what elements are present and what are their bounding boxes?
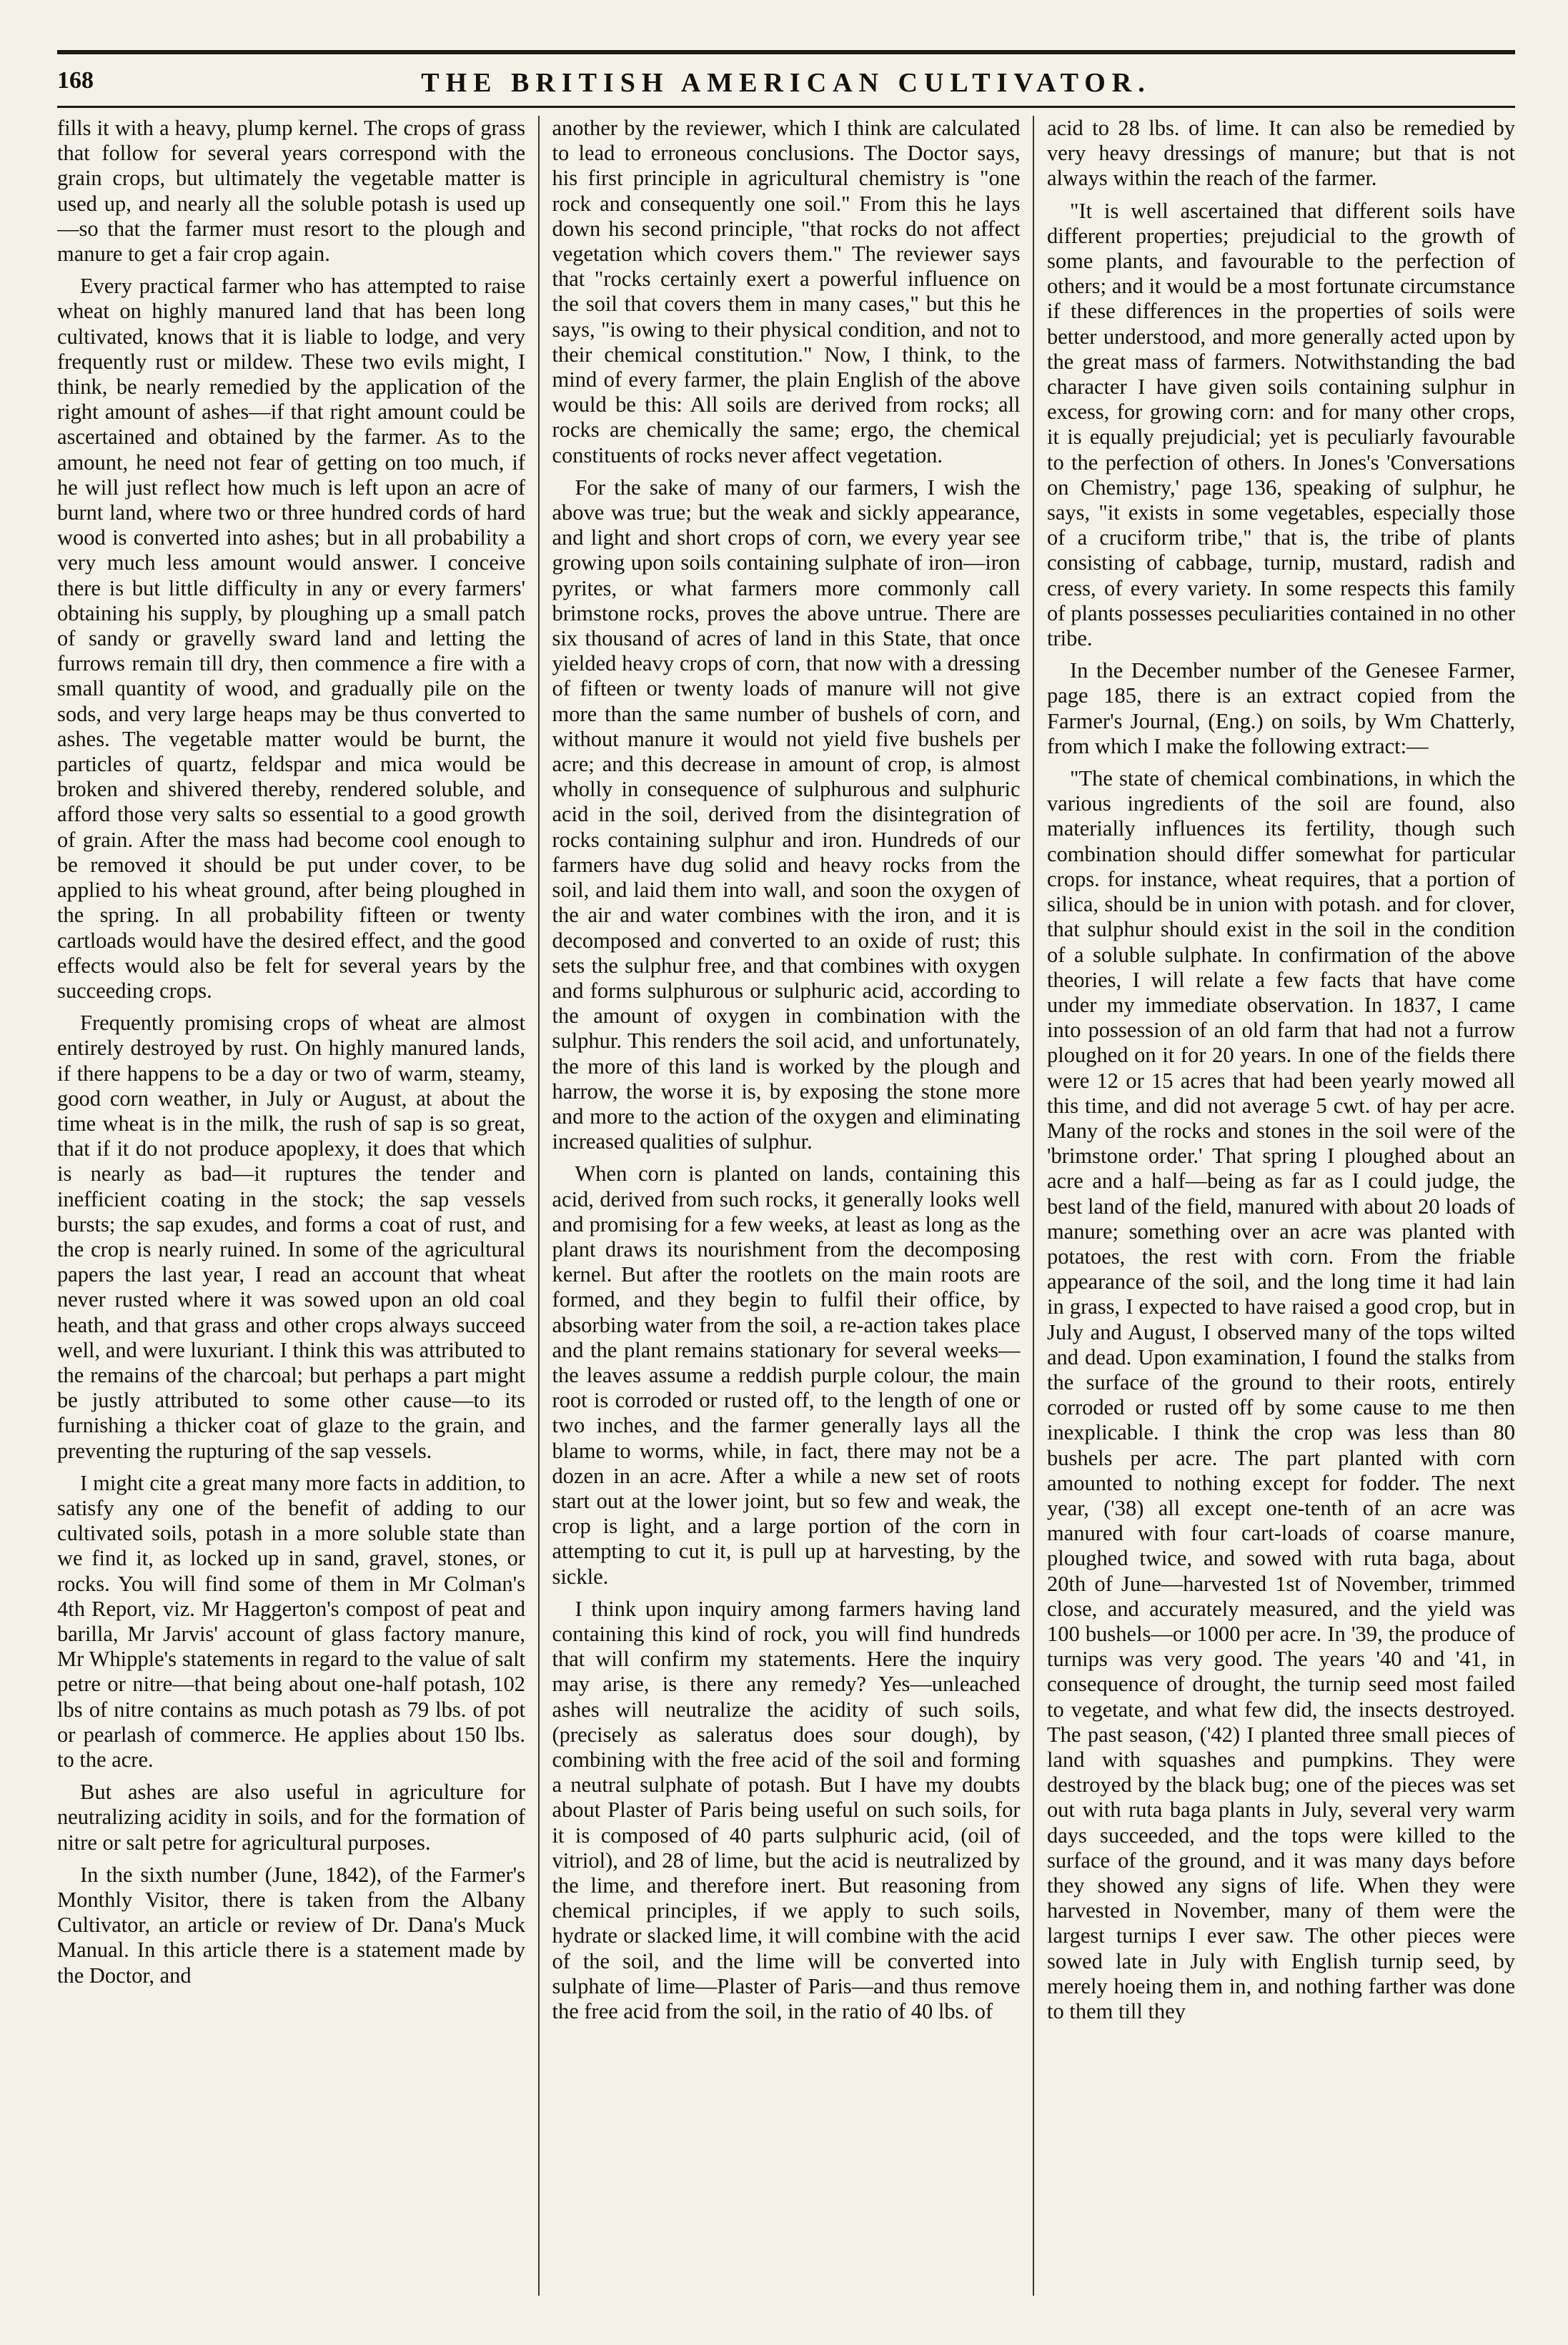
newspaper-page: [57, 50, 1515, 2301]
running-title: THE BRITISH AMERICAN CULTIVATOR.: [421, 68, 1151, 98]
header-rule-bottom: [57, 106, 1515, 108]
column-2: [552, 116, 1021, 2296]
column-1: [57, 116, 525, 2296]
paragraph: acid to 28 lbs. of lime. It can also be remedied by very heavy dressings of manure; but that is not always within the reach of the farmer.: [1047, 116, 1515, 191]
paragraph: But ashes are also useful in agriculture for neutralizing acidity in soils, and for the formation of nitre or salt petre for agricultural purposes.: [57, 1780, 525, 1855]
column-divider: [538, 116, 540, 2296]
page-number: 168: [57, 67, 94, 94]
paragraph: Frequently promising crops of wheat are almost entirely destroyed by rust. On highly manured lands, if there happens to be a day or two of warm, steamy, good corn weather, in July or August, at about the time wheat is in the milk, the rush of sap is so great, that if it do not produce apoplexy, it does that which is nearly as bad—it ruptures the tender and inefficient coating in the stock; the sap vessels bursts; the sap exudes, and forms a coat of rust, and the crop is nearly ruined. In some of the agricultural papers the last year, I read an account that wheat never rusted where it was sowed upon an old coal heath, and that grass and other crops always succeed well, and were luxuriant. I think this was attributed to the remains of the charcoal; but perhaps a part might be justly attributed to some other cause—to its furnishing a thicker coat of glaze to the grain, and preventing the rupturing of the sap vessels.: [57, 1011, 525, 1463]
paragraph: "The state of chemical combinations, in which the various ingredients of the soil are found, also materially influences its fertility, though such combination should differ somewhat for particular crops. for instance, wheat requires, that a portion of silica, should be in union with potash. and for clover, that sulphur should exist in the soil in the condition of a soluble sulphate. In confirmation of the above theories, I will relate a few facts that have come under my immediate observation. In 1837, I came into possession of an old farm that had not a furrow ploughed on it for 20 years. In one of the fields there were 12 or 15 acres that had been yearly mowed all this time, and did not average 5 cwt. of hay per acre. Many of the rocks and stones in the soil were of the 'brimstone order.' That spring I ploughed about an acre and a half—being as far as I could judge, the best land of the field, manured with about 20 loads of manure; something over an acre was planted with potatoes, the rest with corn. From the friable appearance of the soil, and the long time it had lain in grass, I expected to have raised a good crop, but in July and August, I observed many of the tops wilted and dead. Upon examination, I found the stalks from the surface of the ground to their roots, entirely corroded or rusted off by some cause to me then inexplicable. I think the crop was less than 80 bushels per acre. The part planted with corn amounted to nothing except for fodder. The next year, ('38) all except one-tenth of an acre was manured with four cart-loads of coarse manure, ploughed twice, and sowed with ruta baga, about 20th of June—harvested 1st of November, trimmed close, and accurately measured, and the yield was 100 bushels—or 1000 per acre. In '39, the produce of turnips was very good. The years '40 and '41, in consequence of drought, the turnip seed most failed to vegetate, and what few did, the insects destroyed. The past season, ('42) I planted three small pieces of land with squashes and pumpkins. They were destroyed by the black bug; one of the pieces was set out with ruta baga plants in July, several very warm days succeeded, and the tops were killed to the surface of the ground, and it was many days before they showed any signs of life. When they were harvested in November, many of them were the largest turnips I ever saw. The other pieces were sowed late in July with English turnip seed, by merely hoeing them in, and nothing farther was done to them till they: [1047, 766, 1515, 2024]
paragraph: I think upon inquiry among farmers having land containing this kind of rock, you will find hundreds that will confirm my statements. Here the inquiry may arise, is there any remedy? Yes—unleached ashes will neutralize the acidity of such soils, (precisely as saleratus does sour dough), by combining with the free acid of the soil and forming a neutral sulphate of potash. But I have my doubts about Plaster of Paris being useful on such soils, for it is composed of 40 parts sulphuric acid, (oil of vitriol), and 28 of lime, but the acid is neutralized by the lime, and therefore inert. But reasoning from chemical principles, if we apply to such soils, hydrate or slacked lime, it will combine with the acid of the soil, and the lime will be converted into sulphate of lime—Plaster of Paris—and thus remove the free acid from the soil, in the ratio of 40 lbs. of: [552, 1596, 1021, 2024]
paragraph: For the sake of many of our farmers, I wish the above was true; but the weak and sickly appearance, and light and short crops of corn, we every year see growing upon soils containing sulphate of iron—iron pyrites, or what farmers more commonly call brimstone rocks, proves the above untrue. There are six thousand of acres of land in this State, that once yielded heavy crops of corn, that now with a dressing of fifteen or twenty loads of manure will not give more than the same number of bushels of corn, and without manure it would not yield five bushels per acre; and this decrease in amount of crop, is almost wholly in consequence of sulphurous and sulphuric acid in the soil, derived from the disintegration of rocks containing sulphur and iron. Hundreds of our farmers have dug solid and heavy rocks from the soil, and laid them into wall, and soon the oxygen of the air and water combines with the iron, and it is decomposed and converted to an oxide of rust; this sets the sulphur free, and that combines with oxygen and forms sulphurous or sulphuric acid, according to the amount of oxygen in combination with the sulphur. This renders the soil acid, and unfortunately, the more of this land is worked by the plough and harrow, the worse it is, by exposing the stone more and more to the action of the oxygen and eliminating increased qualities of sulphur.: [552, 475, 1021, 1154]
text-columns: [57, 116, 1515, 2296]
paragraph: When corn is planted on lands, containing this acid, derived from such rocks, it generally looks well and promising for a few weeks, at least as long as the plant draws its nourishment from the decomposing kernel. But after the rootlets on the main roots are formed, and they begin to fulfil their office, by absorbing water from the soil, a re-action takes place and the plant remains stationary for several weeks—the leaves assume a reddish purple colour, the main root is corroded or rusted off, to the length of one or two inches, and the farmer generally lays all the blame to worms, while, in fact, there may not be a dozen in an acre. After a while a new set of roots start out at the lower joint, but so few and weak, the crop is light, and a large portion of the corn in attempting to cut it, is pull up at harvesting, by the sickle.: [552, 1161, 1021, 1589]
header-rule-top: [57, 50, 1515, 54]
column-3: [1047, 116, 1515, 2296]
paragraph: another by the reviewer, which I think are calculated to lead to erroneous conclusions. The Doctor says, his first principle in agricultural chemistry is "one rock and consequently one soil." From this he lays down his second principle, "that rocks do not affect vegetation which covers them." The reviewer says that "rocks certainly exert a powerful influence on the soil that covers them in many cases," but this he says, "is owing to their physical condition, and not to their chemical constitution." Now, I think, to the mind of every farmer, the plain English of the above would be this: All soils are derived from rocks; all rocks are chemically the same; ergo, the chemical constituents of rocks never affect vegetation.: [552, 116, 1021, 467]
paragraph: fills it with a heavy, plump kernel. The crops of grass that follow for several years correspond with the grain crops, but ultimately the vegetable matter is used up, and nearly all the soluble potash is used up—so that the farmer must resort to the plough and manure to get a fair crop again.: [57, 116, 525, 267]
paragraph: Every practical farmer who has attempted to raise wheat on highly manured land that has been long cultivated, knows that it is liable to lodge, and very frequently rust or mildew. These two evils might, I think, be nearly remedied by the application of the right amount of ashes—if that right amount could be ascertained and obtained by the farmer. As to the amount, he need not fear of getting on too much, if he will just reflect how much is left upon an acre of burnt land, where two or three hundred cords of hard wood is converted into ashes; but in all probability a very much less amount would answer. I conceive there is but little difficulty in any or every farmers' obtaining his supply, by ploughing up a small patch of sandy or gravelly sward land and letting the furrows remain till dry, then commence a fire with a small quantity of wood, and gradually pile on the sods, and very large heaps may be thus converted to ashes. The vegetable matter would be burnt, the particles of quartz, feldspar and mica would be broken and shivered thereby, rendered soluble, and afford those very salts so essential to a good growth of grain. After the mass had become cool enough to be removed it should be put under cover, to be applied to his wheat ground, after being ploughed in the spring. In all probability fifteen or twenty cartloads would have the desired effect, and the good effects would also be felt for several years by the succeeding crops.: [57, 274, 525, 1003]
paragraph: In the sixth number (June, 1842), of the Farmer's Monthly Visitor, there is taken from the Albany Cultivator, an article or review of Dr. Dana's Muck Manual. In this article there is a statement made by the Doctor, and: [57, 1862, 525, 1988]
paragraph: In the December number of the Genesee Farmer, page 185, there is an extract copied from the Farmer's Journal, (Eng.) on soils, by Wm Chatterly, from which I make the following extract:—: [1047, 658, 1515, 758]
paragraph: I might cite a great many more facts in addition, to satisfy any one of the benefit of adding to our cultivated soils, potash in a more soluble state than we find it, as locked up in sand, gravel, stones, or rocks. You will find some of them in Mr Colman's 4th Report, viz. Mr Haggerton's compost of peat and barilla, Mr Jarvis' account of glass factory manure, Mr Whipple's statements in regard to the value of salt petre or nitre—that being about one-half potash, 102 lbs of nitre contains as much potash as 79 lbs. of pot or pearlash of commerce. He applies about 150 lbs. to the acre.: [57, 1470, 525, 1772]
paragraph: "It is well ascertained that different soils have different properties; prejudicial to the growth of some plants, and favourable to the perfection of others; and it would be a most fortunate circumstance if these differences in the properties of soils were better understood, and more generally acted upon by the great mass of farmers. Notwithstanding the bad character I have given soils containing sulphur in excess, for growing corn: and for many other crops, it is equally prejudicial; yet is peculiarly favourable to the perfection of others. In Jones's 'Conversations on Chemistry,' page 136, speaking of sulphur, he says, "it exists in some vegetables, especially those of a cruciform tribe," that is, the tribe of plants consisting of cabbage, turnip, mustard, radish and cress, of every variety. In some respects this family of plants possesses peculiarities contained in no other tribe.: [1047, 198, 1515, 651]
page-header: [57, 64, 1515, 101]
column-divider: [1033, 116, 1034, 2296]
